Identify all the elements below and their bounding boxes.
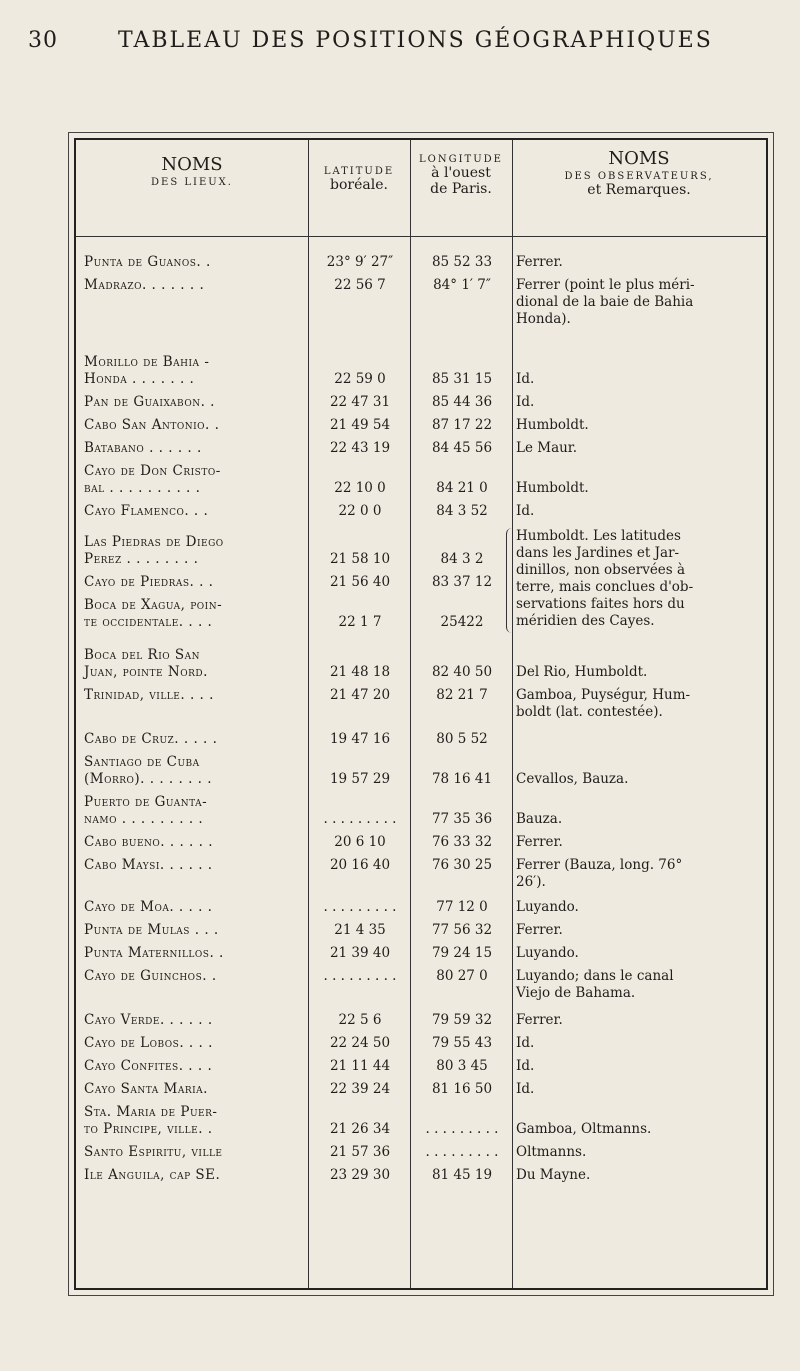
remark-line: Luyando. [516, 945, 579, 961]
latitude-value: 21 11 44 [329, 1058, 391, 1074]
place-name-line: Puerto de Guanta- [84, 794, 208, 810]
remark-line: Humboldt. [516, 480, 589, 496]
longitude-value: 77 56 32 [431, 922, 493, 938]
place-name-line: Cayo Flamenco. . . [84, 503, 209, 519]
place-name [84, 731, 306, 748]
longitude-value: 77 35 36 [431, 811, 493, 827]
remark-line: Id. [516, 1058, 535, 1074]
longitude-value: 85 31 15 [431, 371, 493, 387]
note-brace [506, 528, 513, 633]
place-name [84, 254, 306, 271]
header-name-sub: DES LIEUX. [151, 177, 233, 188]
remark-line: Viejo de Bahama. [516, 985, 636, 1001]
observer-remark [516, 968, 760, 1002]
place-name-line: Honda . . . . . . . [84, 371, 195, 387]
place-name-line: Punta de Guanos. . [84, 254, 211, 270]
group-note-line: servations faites hors du [516, 596, 685, 612]
place-name [84, 1167, 306, 1184]
latitude-value: 21 57 36 [329, 1144, 391, 1160]
longitude-value: 76 30 25 [431, 857, 493, 873]
place-name [84, 945, 306, 962]
longitude-value: 84 45 56 [431, 440, 493, 456]
place-name [84, 899, 306, 916]
latitude-value: 20 16 40 [329, 857, 391, 873]
remark-line: Le Maur. [516, 440, 578, 456]
remark-line: boldt (lat. contestée). [516, 704, 663, 720]
place-name-line: Santo Espiritu, ville [84, 1144, 223, 1160]
observer-remark [516, 503, 760, 520]
longitude-value: 84° 1′ 7″ [433, 277, 491, 293]
observer-remark [516, 480, 760, 497]
remark-line: Id. [516, 371, 535, 387]
page-number: 30 [28, 28, 58, 53]
remark-line: Ferrer (Bauza, long. 76° [516, 857, 683, 873]
longitude-value: 84 3 52 [436, 503, 488, 519]
latitude-value: 21 47 20 [329, 687, 391, 703]
place-name [84, 463, 306, 497]
longitude-value: 85 44 36 [431, 394, 493, 410]
place-name-line: Punta de Mulas . . . [84, 922, 219, 938]
place-name [84, 687, 306, 704]
observer-remark [516, 922, 760, 939]
header-names [76, 154, 308, 188]
group-note-line: dans les Jardines et Jar- [516, 545, 680, 561]
remark-line: Id. [516, 1081, 535, 1097]
longitude-value: 82 21 7 [436, 687, 488, 703]
place-name [84, 834, 306, 851]
place-name-line: Cayo de Moa. . . . . [84, 899, 213, 915]
latitude-value: 21 58 10 [329, 551, 391, 567]
place-name [84, 1081, 306, 1098]
remark-line: Cevallos, Bauza. [516, 771, 629, 787]
longitude-value: 83 37 12 [431, 574, 493, 590]
header-lon-line2: à l'ouest [431, 165, 491, 181]
place-name [84, 754, 306, 788]
latitude-value: 22 47 31 [329, 394, 391, 410]
longitude-value: 85 52 33 [431, 254, 493, 270]
remark-line: Del Rio, Humboldt. [516, 664, 648, 680]
observer-remark [516, 1167, 760, 1184]
header-name-main: NOMS [161, 154, 223, 175]
positions-table [74, 138, 768, 1290]
page-header [28, 28, 768, 68]
place-name-line: bal . . . . . . . . . . [84, 480, 201, 496]
latitude-value: 23° 9′ 27″ [326, 254, 394, 270]
longitude-value: 82 40 50 [431, 664, 493, 680]
remark-line: Gamboa, Puységur, Hum- [516, 687, 691, 703]
place-name-line: te occidentale. . . . [84, 614, 213, 630]
observer-remark [516, 371, 760, 388]
place-name-line: Juan, pointe Nord. [84, 664, 208, 680]
remark-line: Luyando; dans le canal [516, 968, 674, 984]
place-name-line: Trinidad, ville. . . . [84, 687, 214, 703]
observer-remark [516, 834, 760, 851]
latitude-value: 19 57 29 [329, 771, 391, 787]
latitude-value: 22 5 6 [338, 1012, 382, 1028]
group-note [516, 528, 760, 630]
place-name-line: namo . . . . . . . . . [84, 811, 204, 827]
place-name-line: Cabo bueno. . . . . . [84, 834, 214, 850]
group-note-line: dinillos, non observées à [516, 562, 686, 578]
longitude-value: 81 45 19 [431, 1167, 493, 1183]
place-name-line: Cayo de Don Cristo- [84, 463, 221, 479]
longitude-value: 79 55 43 [431, 1035, 493, 1051]
remark-line: 26′). [516, 874, 546, 890]
remark-line: Ferrer (point le plus méri- [516, 277, 695, 293]
place-name [84, 534, 306, 568]
group-note-line: méridien des Cayes. [516, 613, 655, 629]
longitude-value: 76 33 32 [431, 834, 493, 850]
place-name-line: Pan de Guaixabon. . [84, 394, 215, 410]
observer-remark [516, 254, 760, 271]
column-divider [308, 140, 309, 1288]
place-name-line: Boca del Rio San [84, 647, 201, 663]
longitude-value: 84 21 0 [436, 480, 488, 496]
remark-line: Ferrer. [516, 1012, 563, 1028]
observer-remark [516, 417, 760, 434]
header-rem-main: NOMS [608, 148, 670, 169]
longitude-value: . . . . . . . . . [425, 1121, 499, 1137]
header-lat-line1: LATITUDE [323, 166, 395, 177]
header-longitude [410, 152, 512, 197]
longitude-value: 78 16 41 [431, 771, 493, 787]
place-name-line: Las Piedras de Diego [84, 534, 224, 550]
column-divider [410, 140, 411, 1288]
latitude-value: 21 49 54 [329, 417, 391, 433]
place-name-line: Cayo Confites. . . . [84, 1058, 213, 1074]
longitude-value: 81 16 50 [431, 1081, 493, 1097]
observer-remark [516, 1121, 760, 1138]
latitude-value: 21 48 18 [329, 664, 391, 680]
place-name [84, 1035, 306, 1052]
header-lat-line2: boréale. [330, 177, 388, 193]
place-name-line: Cayo de Lobos. . . . [84, 1035, 213, 1051]
longitude-value: 77 12 0 [436, 899, 488, 915]
latitude-value: . . . . . . . . . [323, 899, 397, 915]
observer-remark [516, 771, 760, 788]
remark-line: Id. [516, 1035, 535, 1051]
header-lon-line3: de Paris. [430, 181, 492, 197]
observer-remark [516, 945, 760, 962]
latitude-value: 20 6 10 [334, 834, 386, 850]
longitude-value: 87 17 22 [431, 417, 493, 433]
observer-remark [516, 664, 760, 681]
header-lon-line1: LONGITUDE [419, 154, 503, 165]
remark-line: Oltmanns. [516, 1144, 587, 1160]
latitude-value: 22 10 0 [334, 480, 386, 496]
remark-line: Du Mayne. [516, 1167, 591, 1183]
latitude-value: . . . . . . . . . [323, 968, 397, 984]
remark-line: Ferrer. [516, 254, 563, 270]
longitude-value: 79 59 32 [431, 1012, 493, 1028]
latitude-value: 21 4 35 [334, 922, 386, 938]
place-name-line: Cayo de Piedras. . . [84, 574, 214, 590]
observer-remark [516, 440, 760, 457]
place-name-line: Sta. Maria de Puer- [84, 1104, 218, 1120]
group-note-line: Humboldt. Les latitudes [516, 528, 681, 544]
place-name [84, 1058, 306, 1075]
place-name-line: Cabo Maysi. . . . . . [84, 857, 213, 873]
longitude-value: 84 3 2 [440, 551, 484, 567]
place-name [84, 922, 306, 939]
place-name-line: Cayo Santa Maria. [84, 1081, 208, 1097]
latitude-value: 21 39 40 [329, 945, 391, 961]
header-observers [512, 148, 766, 198]
longitude-value: 80 27 0 [436, 968, 488, 984]
observer-remark [516, 899, 760, 916]
remark-line: Gamboa, Oltmanns. [516, 1121, 652, 1137]
place-name [84, 417, 306, 434]
header-latitude [308, 164, 410, 193]
place-name [84, 968, 306, 985]
remark-line: Id. [516, 394, 535, 410]
latitude-value: 22 59 0 [334, 371, 386, 387]
place-name-line: Madrazo. . . . . . . [84, 277, 205, 293]
place-name [84, 440, 306, 457]
place-name [84, 394, 306, 411]
place-name [84, 647, 306, 681]
observer-remark [516, 277, 760, 328]
place-name-line: to Principe, ville. . [84, 1121, 213, 1137]
place-name-line: Perez . . . . . . . . [84, 551, 199, 567]
header-rem-line3: et Remarques. [587, 182, 691, 198]
observer-remark [516, 1012, 760, 1029]
place-name [84, 1144, 306, 1161]
column-divider [512, 140, 513, 1288]
place-name [84, 857, 306, 874]
latitude-value: 22 43 19 [329, 440, 391, 456]
place-name-line: Ile Anguila, cap SE. [84, 1167, 221, 1183]
latitude-value: 22 0 0 [338, 503, 382, 519]
observer-remark [516, 1144, 760, 1161]
header-rem-sub: DES OBSERVATEURS, [564, 171, 714, 182]
remark-line: Ferrer. [516, 922, 563, 938]
place-name-line: Morillo de Bahia - [84, 354, 210, 370]
latitude-value: . . . . . . . . . [323, 811, 397, 827]
observer-remark [516, 394, 760, 411]
place-name [84, 794, 306, 828]
place-name-line: Santiago de Cuba [84, 754, 200, 770]
remark-line: Id. [516, 503, 535, 519]
latitude-value: 23 29 30 [329, 1167, 391, 1183]
observer-remark [516, 1081, 760, 1098]
longitude-value: 79 24 15 [431, 945, 493, 961]
latitude-value: 19 47 16 [329, 731, 391, 747]
remark-line: Honda). [516, 311, 571, 327]
observer-remark [516, 857, 760, 891]
place-name [84, 503, 306, 520]
longitude-value: . . . . . . . . . [425, 1144, 499, 1160]
group-note-line: terre, mais conclues d'ob- [516, 579, 694, 595]
latitude-value: 21 56 40 [329, 574, 391, 590]
place-name-line: Cayo de Guinchos. . [84, 968, 217, 984]
place-name [84, 597, 306, 631]
latitude-value: 22 39 24 [329, 1081, 391, 1097]
remark-line: Humboldt. [516, 417, 589, 433]
place-name-line: Cabo de Cruz. . . . . [84, 731, 218, 747]
longitude-value: 80 3 45 [436, 1058, 488, 1074]
place-name-line: Cabo San Antonio. . [84, 417, 220, 433]
place-name [84, 354, 306, 388]
longitude-value: 25422 [440, 614, 484, 630]
place-name [84, 574, 306, 591]
place-name-line: Boca de Xagua, poin- [84, 597, 223, 613]
remark-line: Luyando. [516, 899, 579, 915]
observer-remark [516, 811, 760, 828]
place-name-line: (Morro). . . . . . . . [84, 771, 213, 787]
place-name-line: Batabano . . . . . . [84, 440, 202, 456]
place-name [84, 1012, 306, 1029]
place-name-line: Punta Maternillos. . [84, 945, 224, 961]
longitude-value: 80 5 52 [436, 731, 488, 747]
running-title: TABLEAU DES POSITIONS GÉOGRAPHIQUES [118, 28, 713, 53]
remark-line: Ferrer. [516, 834, 563, 850]
latitude-value: 22 1 7 [338, 614, 382, 630]
remark-line: Bauza. [516, 811, 563, 827]
latitude-value: 22 24 50 [329, 1035, 391, 1051]
remark-line: dional de la baie de Bahia [516, 294, 694, 310]
observer-remark [516, 687, 760, 721]
place-name-line: Cayo Verde. . . . . . [84, 1012, 213, 1028]
latitude-value: 21 26 34 [329, 1121, 391, 1137]
observer-remark [516, 1058, 760, 1075]
latitude-value: 22 56 7 [334, 277, 386, 293]
observer-remark [516, 1035, 760, 1052]
header-divider [76, 236, 766, 237]
place-name [84, 1104, 306, 1138]
place-name [84, 277, 306, 294]
